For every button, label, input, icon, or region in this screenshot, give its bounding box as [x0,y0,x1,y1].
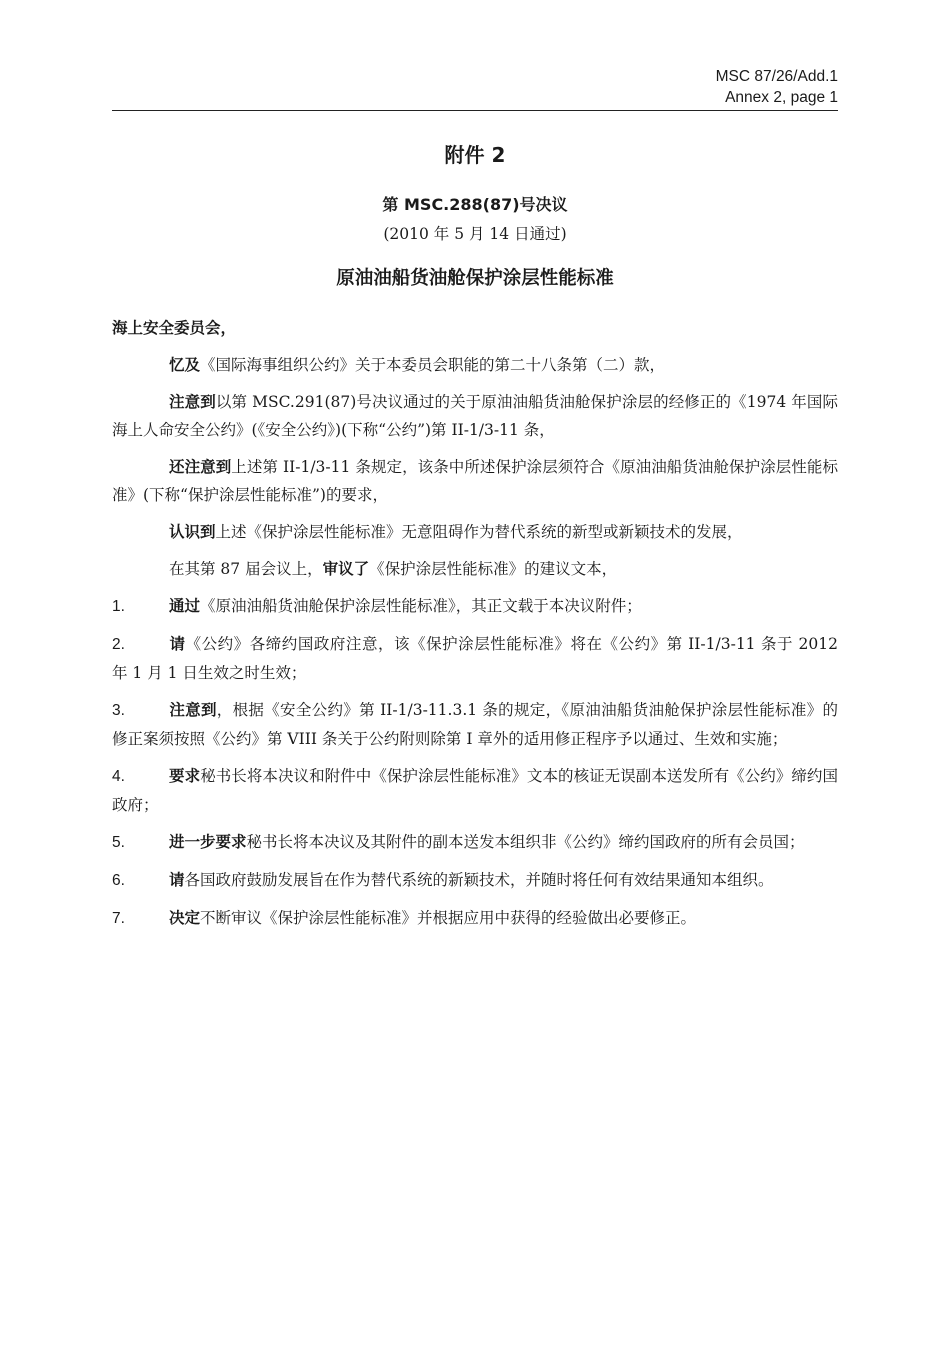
resolution-body [112,314,838,942]
preamble-text: 上述第 II-1/3-11 条规定，该条中所述保护涂层须符合《原油油船货油舱保护涂层性能标准》(下称“保护涂层性能标准”)的要求， [112,458,838,504]
preamble-text: 《保护涂层性能标准》的建议文本， [369,560,618,578]
preamble-paragraph [112,388,838,444]
annex-title: 附件 2 [444,143,506,167]
operative-keyword: 注意到 [169,701,217,719]
preamble-paragraph [112,351,838,379]
operative-paragraph [112,904,838,933]
committee-name: 海上安全委员会， [112,319,237,337]
paragraph-number: 4. [112,768,125,785]
preamble-text: 以第 MSC.291(87)号决议通过的关于原油油船货油舱保护涂层的经修正的《1974 年国际海上人命安全公约》(《安全公约》)(下称“公约”)第 II-1/3-11 条， [112,393,838,439]
preamble-keyword: 审议了 [322,560,370,578]
operative-keyword: 要求 [169,767,201,785]
document-title: 原油油船货油舱保护涂层性能标准 [336,268,614,289]
paragraph-number: 3. [112,702,125,719]
operative-text: 秘书长将本决议及其附件的副本送发本组织非《公约》缔约国政府的所有会员国； [246,833,805,851]
document-number: MSC 87/26/Add.1 [715,68,838,85]
operative-paragraph [112,592,838,621]
operative-keyword: 决定 [169,909,201,927]
operative-paragraph [112,866,838,895]
preamble-paragraph [112,555,838,583]
preamble-paragraph [112,518,838,546]
preamble-text: 上述《保护涂层性能标准》无意阻碍作为替代系统的新型或新颖技术的发展， [215,523,743,541]
operative-keyword: 进一步要求 [169,833,247,851]
operative-paragraph [112,696,838,753]
preamble-paragraph [112,453,838,509]
preamble-keyword: 注意到 [169,393,216,411]
preamble-keyword: 还注意到 [169,458,232,476]
operative-paragraph [112,762,838,819]
operative-paragraph [112,828,838,857]
page-reference: Annex 2, page 1 [725,89,838,106]
operative-paragraph [112,630,838,687]
operative-text: 秘书长将本决议和附件中《保护涂层性能标准》文本的核证无误副本送发所有《公约》缔约国政府； [112,767,838,814]
operative-text: 不断审议《保护涂层性能标准》并根据应用中获得的经验做出必要修正。 [200,909,697,927]
operative-keyword: 通过 [169,597,201,615]
paragraph-number: 6. [112,872,125,889]
paragraph-number: 1. [112,598,125,615]
operative-text: ，根据《安全公约》第 II-1/3-11.3.1 条的规定，《原油油船货油舱保护涂层性能标准》的修正案须按照《公约》第 VIII 条关于公约附则除第 I 章外的适用修正程序予以通过、生效和实施； [112,701,838,748]
operative-text: 各国政府鼓励发展旨在作为替代系统的新颖技术，并随时将任何有效结果通知本组织。 [184,871,774,889]
operative-text: 《公约》各缔约国政府注意，该《保护涂层性能标准》将在《公约》第 II-1/3-11 条于 2012 年 1 月 1 日生效之时生效； [112,635,838,682]
paragraph-number: 5. [112,834,125,851]
paragraph-number: 2. [112,636,125,653]
resolution-title: 第 MSC.288(87)号决议 [382,195,568,214]
preamble-text: 《国际海事组织公约》关于本委员会职能的第二十八条第（二）款， [200,356,666,374]
paragraph-number: 7. [112,910,125,927]
operative-keyword: 请 [169,871,185,889]
preamble-lead-text: 在其第 87 届会议上， [169,560,323,578]
preamble-keyword: 忆及 [169,356,201,374]
header-divider [112,110,838,111]
preamble-keyword: 认识到 [169,523,216,541]
operative-text: 《原油油船货油舱保护涂层性能标准》，其正文载于本决议附件； [200,597,642,615]
page-header [112,66,838,108]
operative-keyword: 请 [169,635,186,653]
adoption-date: (2010 年 5 月 14 日通过) [383,225,567,243]
